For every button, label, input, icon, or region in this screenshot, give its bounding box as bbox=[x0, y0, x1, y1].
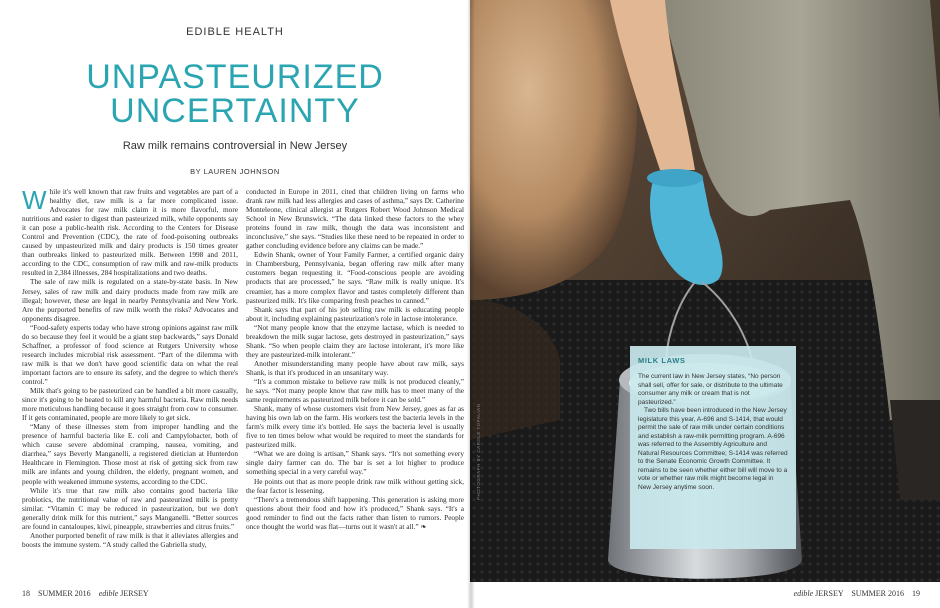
subhead: Raw milk remains controversial in New Jersey bbox=[122, 140, 348, 152]
brand-name-2: JERSEY bbox=[815, 589, 844, 598]
byline: BY LAUREN JOHNSON bbox=[190, 167, 280, 176]
brand-name: edible bbox=[98, 589, 119, 598]
folio-right bbox=[794, 589, 920, 598]
paragraph: “There's a tremendous shift happening. This generation is asking more questions about their food and how it's produced,” Shank says. “It's a good reminder to find out the facts rather than listen to rumors. People once thought the world was flat—turns out it wasn't at all.” ❧ bbox=[246, 494, 464, 531]
paragraph: Milk that's going to be pasteurized can be handled a bit more casually, since it's going to be heated to kill any harmful bacteria. Raw milk needs more meticulous handling because it goes straight from cow to consumer. If it gets contaminated, people are more likely to get sick. bbox=[22, 386, 238, 423]
brand-name-2: JERSEY bbox=[120, 589, 149, 598]
right-page bbox=[470, 0, 940, 608]
paragraph: Another misunderstanding many people have about raw milk, says Shank, is that it's produced in an unsanitary way. bbox=[246, 358, 464, 377]
page-number: 19 bbox=[912, 589, 920, 598]
headline-line-1: UNPASTEURIZED bbox=[86, 58, 384, 96]
article-column-1 bbox=[22, 187, 238, 582]
milk-laws-sidebar bbox=[630, 346, 796, 549]
drop-cap: W bbox=[22, 187, 47, 215]
sidebar-title: MILK LAWS bbox=[638, 356, 686, 365]
issue-season: SUMMER 2016 bbox=[851, 589, 904, 598]
headline-line-2: UNCERTAINTY bbox=[110, 92, 360, 130]
paragraph: Shank says that part of his job selling raw milk is educating people about it, including explaining pasteurization's role in lactose intolerance. bbox=[246, 304, 464, 323]
folio-left bbox=[22, 589, 149, 598]
page-number: 18 bbox=[22, 589, 30, 598]
paragraph: “Not many people know that the enzyme lactase, which is needed to breakdown the milk sugar lactose, gets destroyed in pasteurization,” says Shank. “So when people claim they are lactose intolerant, it's more like they are pasteurized-milk intolerant.” bbox=[246, 322, 464, 359]
paragraph: conducted in Europe in 2011, cited that children living on farms who drank raw milk had less allergies and cases of asthma,” says Dr. Catherine Monteleone, clinical allergist at Rutgers Robert Wood Johnson Medical School in New Brunswick. “The data linked these factors to the whey proteins found in raw milk, though the data was inconsistent and inconclusive,” she says. “Studies like these need to be repeated in order to gather concluding evidence before any claims can be made.” bbox=[246, 187, 464, 251]
paragraph: While it's well known that raw fruits and vegetables are part of a healthy diet, raw milk is a far more complicated issue. Advocates for raw milk claim it is more flavorful, more nutritious and easier to digest than pasteurized milk, while opponents say it can pose a public-health risk. According to the Centers for Disease Control and Prevention (CDC), the rate of food-poisoning outbreaks caused by unpasteurized milk and dairy products is 150 times greater than outbreaks linked to pasteurized milk. Between 1998 and 2011, according to the CDC, consumption of raw milk and raw-milk products resulted in 2,384 illnesses, 284 hospitalizations and two deaths. bbox=[22, 187, 238, 278]
article-column-2 bbox=[246, 187, 464, 582]
paragraph: While it's true that raw milk also contains good bacteria like probiotics, the nutritional value of raw and pasteurized milk is pretty similar. “Vitamin C may be reduced in pasteurization, but we don't generally drink milk for this nutrient,” says Manganelli. “Better sources are found in cantaloupes, kiwi, pineapple, strawberries and citrus fruits.” bbox=[22, 485, 238, 531]
paragraph: “Food-safety experts today who have strong opinions against raw milk do so because they feel it would be a giant step backwards,” says Donald Schaffner, a professor of food science at Rutgers University whose research includes microbial risk assessment. “Part of the dilemma with raw milk is that we don't have good scientific data on what the real important factors are to ensure its safety, and the degree to which there's control.” bbox=[22, 322, 238, 386]
paragraph: He points out that as more people drink raw milk without getting sick, the fear factor is lessening. bbox=[246, 476, 464, 495]
headline bbox=[0, 60, 470, 128]
sidebar-paragraph: The current law in New Jersey states, “No person shall sell, offer for sale, or distribute to the ultimate consumer any milk or cream that is not pasteurized.” bbox=[638, 373, 783, 406]
photo-credit: PHOTOGRAPH BY CAROLE TOPALIAN bbox=[476, 403, 481, 500]
paragraph: “What we are doing is artisan,” Shank says. “It's not something every single dairy farmer can do. The bar is set a lot higher to produce something special in a very careful way.” bbox=[246, 449, 464, 477]
paragraph: “It's a common mistake to believe raw milk is not produced cleanly,” he says. “Not many people know that raw milk has to meet many of the same requirements as pasteurized milk before it can be sold.” bbox=[246, 376, 464, 405]
section-label: EDIBLE HEALTH bbox=[186, 26, 284, 38]
paragraph: The sale of raw milk is regulated on a state-by-state basis. In New Jersey, sales of raw milk and dairy products made from raw milk are illegal; however, these are legal in nearby Pennsylvania and New York. Are the purported benefits of raw milk worth the risks? Advocates and opponents disagree. bbox=[22, 277, 238, 323]
paragraph: “Many of these illnesses stem from improper handling and the presence of harmful bacteria like E. coli and Campylobacter, both of which cause severe abdominal cramping, nausea, vomiting, and diarrhea,” says Beverly Manganelli, a registered dietician at Hunterdon Healthcare in Flemington. Those most at risk of getting sick from raw milk are infants and young children, the elderly, pregnant women, and people with weakened immune systems, according to the CDC. bbox=[22, 422, 238, 486]
page-gutter bbox=[467, 0, 475, 608]
paragraph: Edwin Shank, owner of Your Family Farmer, a certified organic dairy in Chambersburg, Pennsylvania, began offering raw milk after many customers began requesting it. “Food-conscious people are avoiding products that are processed,” he says. “Raw milk is really unique. It's creamier, has a more complex flavor and tastes completely different than pasteurized milk. It's like comparing fresh peaches to canned.” bbox=[246, 250, 464, 305]
issue-season: SUMMER 2016 bbox=[38, 589, 91, 598]
brand-name: edible bbox=[793, 589, 814, 598]
paragraph: Shank, many of whose customers visit from New Jersey, goes as far as having his own lab on the farm. His workers test the bacteria levels in the farm's milk every time it's bottled. He says the bacteria level is usually five to ten times below what would be required to meet the standards for pasteurized milk. bbox=[246, 404, 464, 450]
sidebar-paragraph: Two bills have been introduced in the New Jersey legislature this year, A-696 and S-1414, that would permit the sale of raw milk under certain conditions and establish a raw-milk permitting program. A-696 was referred to the Assembly Agriculture and Natural Resources Committee; S-1414 was referred to the Senate Economic Growth Committee. It remains to be seen whether either bill will move to a vote or whether raw milk might become legal in New Jersey anytime soon. bbox=[638, 407, 788, 491]
paragraph: Another purported benefit of raw milk is that it alleviates allergies and boosts the immune system. “A study called the Gabriella study, bbox=[22, 530, 238, 549]
sidebar-text bbox=[638, 373, 788, 492]
